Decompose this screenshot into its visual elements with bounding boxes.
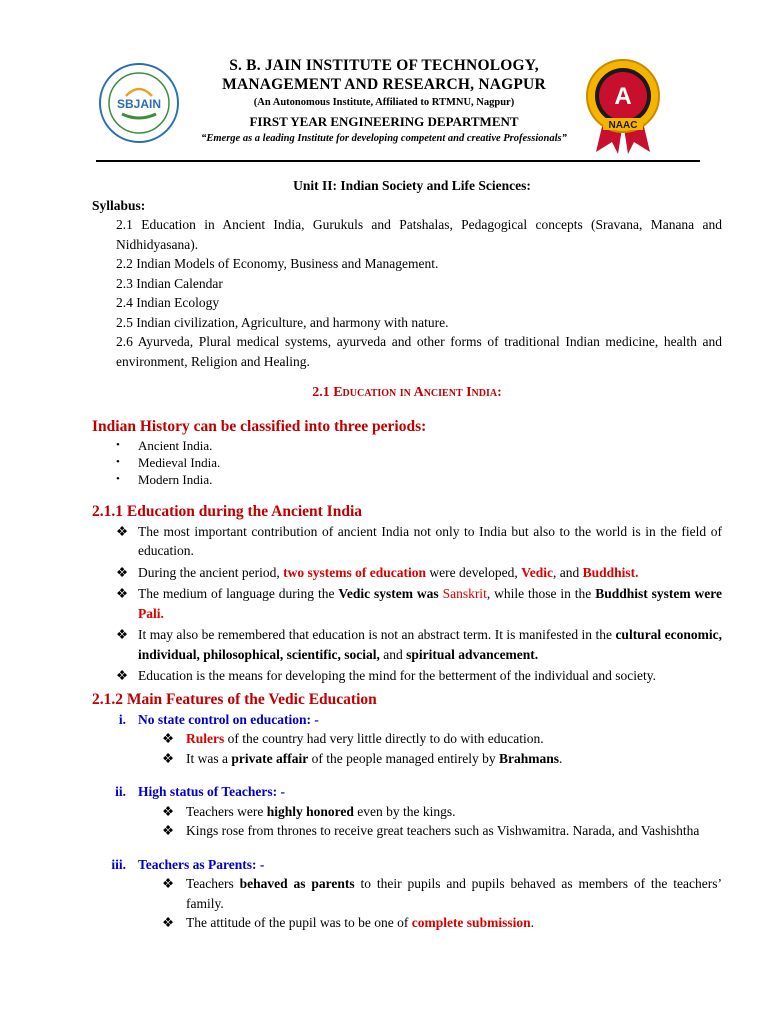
list-item: ❖ During the ancient period, two systems of education were developed, Vedic, and Buddhist. xyxy=(92,563,722,583)
periods-list xyxy=(92,437,722,488)
unit-title: Unit II: Indian Society and Life Sciences: xyxy=(293,178,531,193)
affiliation-line: (An Autonomous Institute, Affiliated to RTMNU, Nagpur) xyxy=(253,97,515,108)
list-item: ❖ Teachers were highly honored even by the kings. xyxy=(92,802,722,822)
list-item: ❖ Teachers behaved as parents to their pupils and pupils behaved as members of the teachers’ family. xyxy=(162,876,722,911)
subsection-heading-2-1-2: 2.1.2 Main Features of the Vedic Education xyxy=(92,690,377,708)
list-item: • Ancient India. xyxy=(138,437,722,454)
institute-name-line1: S. B. JAIN INSTITUTE OF TECHNOLOGY, xyxy=(229,57,539,74)
diamond-bullet-icon: ❖ xyxy=(162,803,175,819)
section-heading: 2.1 Education in Ancient India: xyxy=(312,385,502,400)
list-item: • Medieval India. xyxy=(138,454,722,471)
diamond-bullet-icon: ❖ xyxy=(116,668,129,683)
naac-text: NAAC xyxy=(608,120,638,131)
institute-name-line2: MANAGEMENT AND RESEARCH, NAGPUR xyxy=(222,76,546,93)
feature-heading-iii: iii. Teachers as Parents: - xyxy=(111,856,265,872)
list-item: ❖ Education is the means for developing the mind for the betterment of the individual and society. xyxy=(92,666,722,686)
list-item: ❖ It was a private affair of the people managed entirely by Brahmans. xyxy=(92,749,722,769)
syllabus-item: 2.1 Education in Ancient India, Gurukuls and Patshalas, Pedagogical concepts (Sravana, Manana and Nidhidyasana). xyxy=(116,217,722,252)
sbjain-logo-icon xyxy=(98,62,180,144)
syllabus-item: 2.3 Indian Calendar xyxy=(116,275,223,291)
list-item: • Modern India. xyxy=(138,471,722,488)
document-header xyxy=(0,0,768,160)
list-item: ❖ The attitude of the pupil was to be one of complete submission. xyxy=(92,913,722,933)
diamond-bullet-icon: ❖ xyxy=(162,750,175,766)
motto-line: “Emerge as a leading Institute for developing competent and creative Professionals” xyxy=(201,133,567,144)
periods-heading: Indian History can be classified into three periods: xyxy=(92,417,427,435)
syllabus-item: 2.5 Indian civilization, Agriculture, and harmony with nature. xyxy=(116,314,449,330)
feature-heading-ii: ii. High status of Teachers: - xyxy=(115,784,286,799)
list-item: ❖ It may also be remembered that education is not an abstract term. It is manifested in the cultural economic, individual, philosophical, scientific, social, and spiritual advancement. xyxy=(116,627,722,662)
syllabus-label: Syllabus: xyxy=(92,197,146,213)
naac-badge-icon xyxy=(582,58,664,154)
diamond-bullet-icon: ❖ xyxy=(116,627,129,642)
list-item: ❖ Rulers of the country had very little directly to do with education. xyxy=(92,729,722,749)
syllabus-item: 2.6 Ayurveda, Plural medical systems, ayurveda and other forms of traditional Indian medicine, health and environment, Religion and Healing. xyxy=(116,334,722,369)
syllabus-item: 2.4 Indian Ecology xyxy=(116,295,220,310)
s211-list xyxy=(92,522,722,686)
diamond-bullet-icon: ❖ xyxy=(162,876,175,891)
document-body xyxy=(92,176,722,933)
list-item: ❖ Kings rose from thrones to receive great teachers such as Vishwamitra. Narada, and Vashishtha xyxy=(92,821,722,841)
syllabus-item: 2.2 Indian Models of Economy, Business and Management. xyxy=(116,256,439,271)
header-text-block xyxy=(186,56,582,146)
diamond-bullet-icon: ❖ xyxy=(162,823,175,838)
diamond-bullet-icon: ❖ xyxy=(116,586,129,601)
header-divider xyxy=(96,160,700,162)
logo-left-text: SBJAIN xyxy=(116,97,162,111)
naac-grade-text: A xyxy=(614,83,632,110)
diamond-bullet-icon: ❖ xyxy=(162,731,175,746)
diamond-bullet-icon: ❖ xyxy=(116,564,129,580)
diamond-bullet-icon: ❖ xyxy=(116,523,129,539)
list-item: ❖ The most important contribution of ancient India not only to India but also to the world is in the field of education. xyxy=(116,523,722,558)
department-line: FIRST YEAR ENGINEERING DEPARTMENT xyxy=(249,114,519,129)
list-item: ❖ The medium of language during the Vedic system was Sanskrit, while those in the Buddhist system were Pali. xyxy=(116,586,722,621)
diamond-bullet-icon: ❖ xyxy=(162,915,175,930)
subsection-heading-2-1-1: 2.1.1 Education during the Ancient India xyxy=(92,502,363,520)
feature-heading-i: i. No state control on education: - xyxy=(118,711,319,727)
